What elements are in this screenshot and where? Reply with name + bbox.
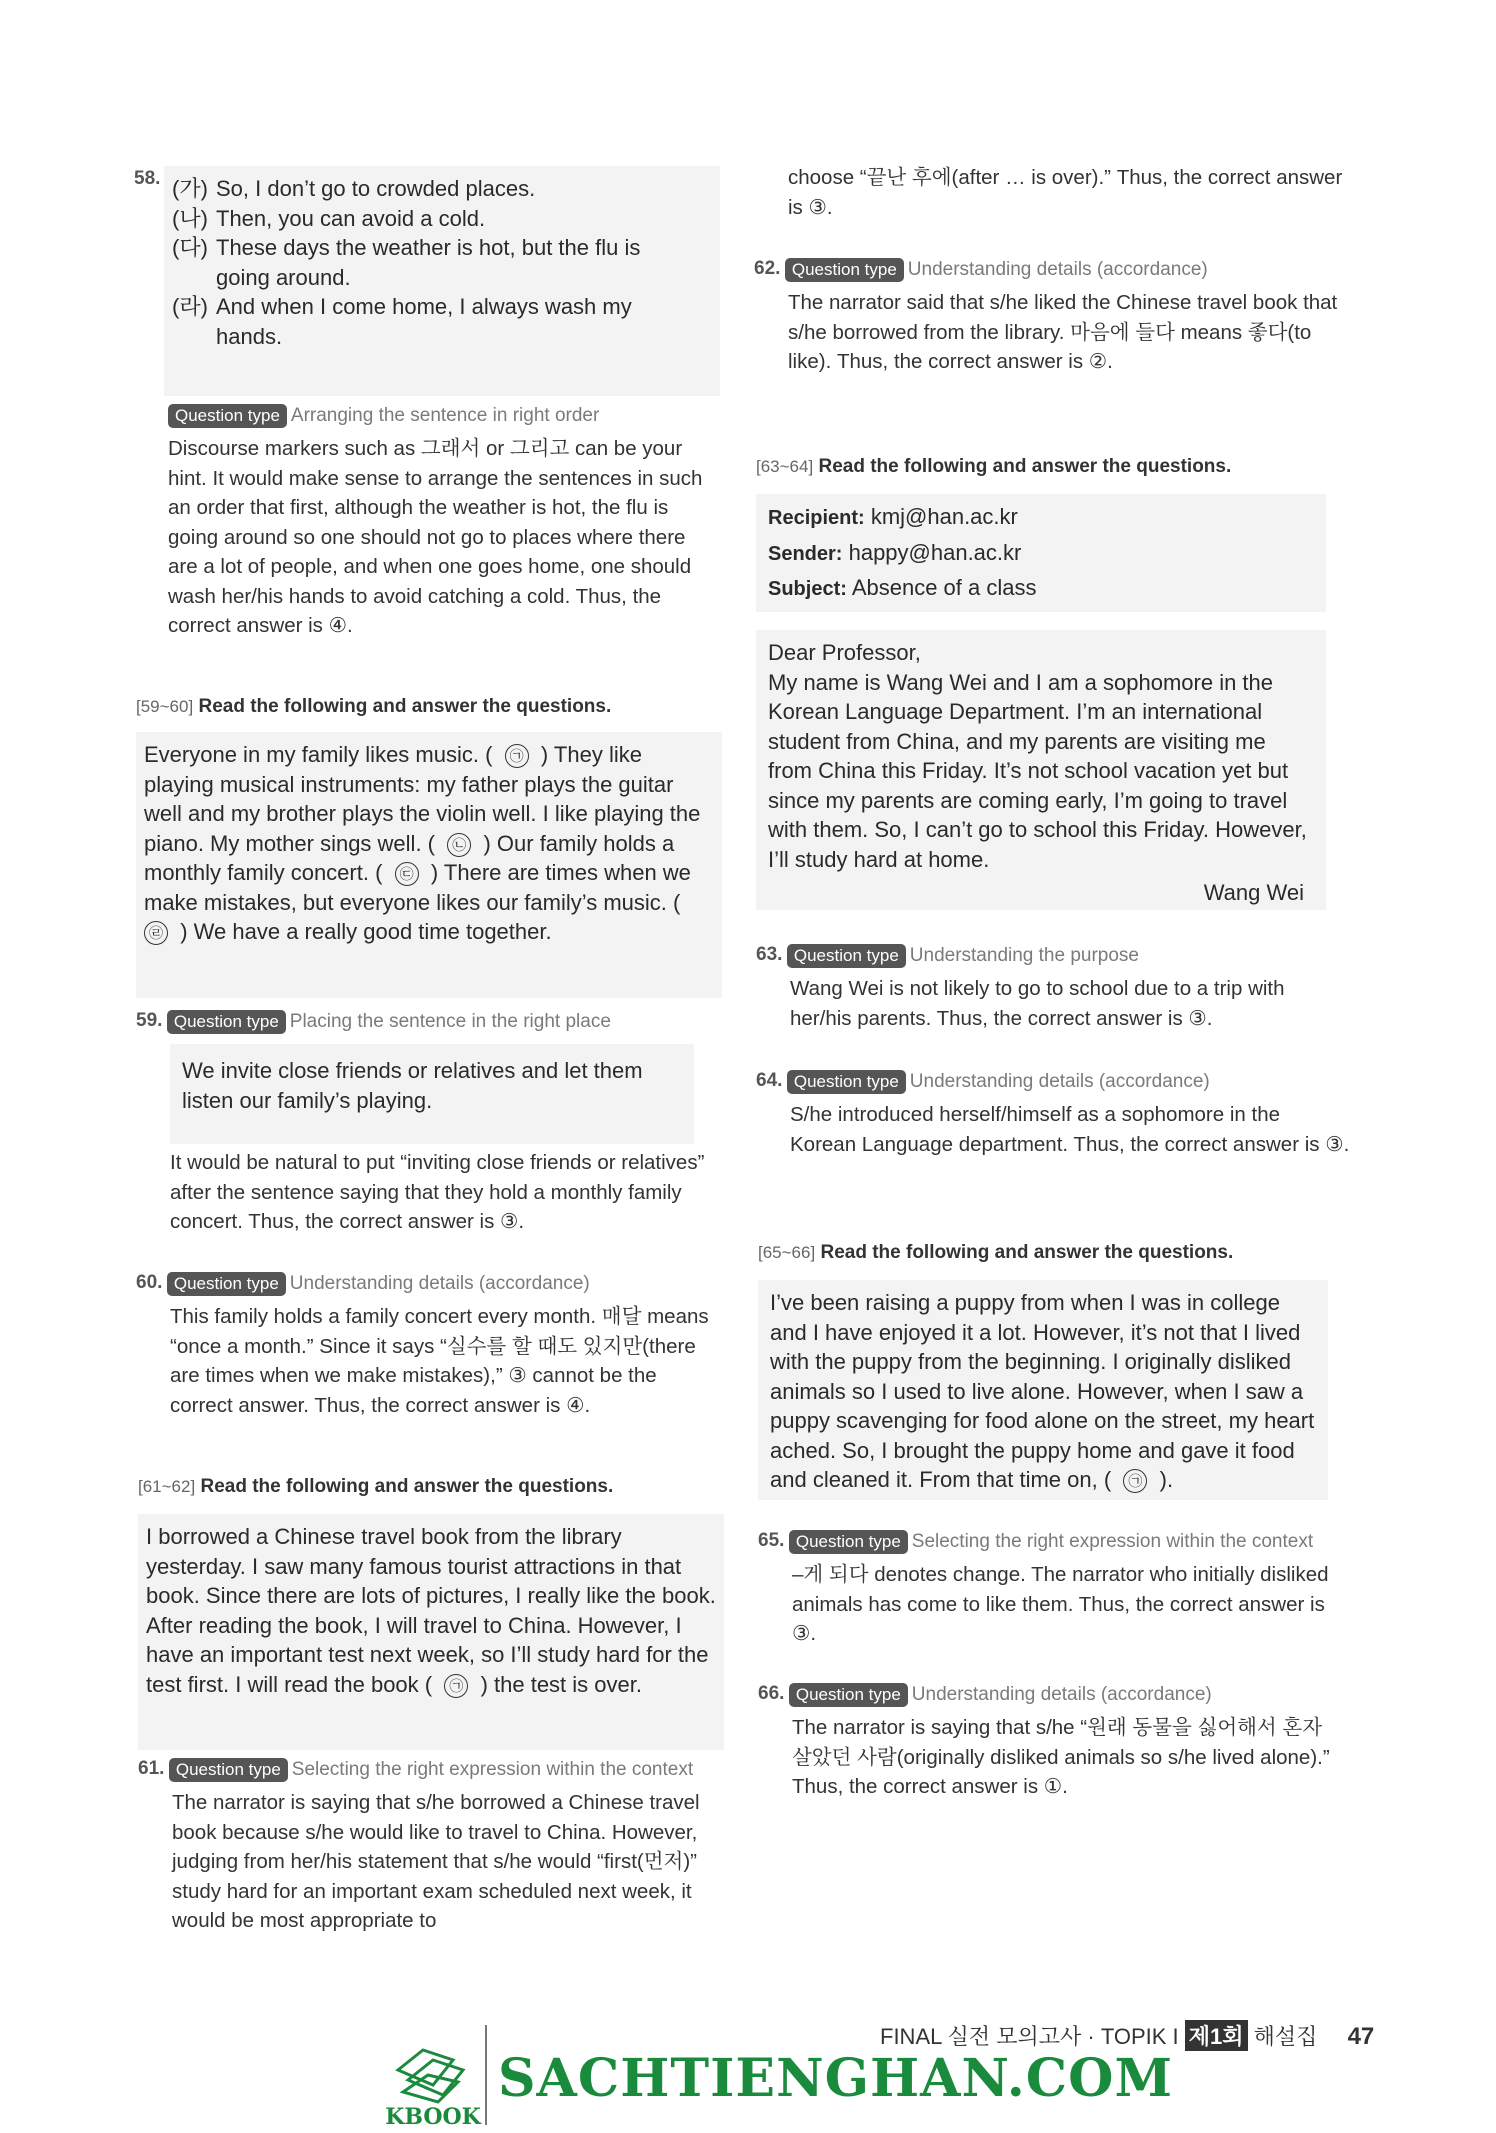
section-65-66-heading [758, 1242, 1233, 1264]
blank-marker: ㉠ [505, 744, 529, 768]
question-58-explanation: Discourse markers such as 그래서 or 그리고 can be your hint. It would make sense to arrange the sentences in such an order that first, although the weather is hot, the flu is going around so one should not go to places where there are a lot of people, and when one goes home, one should wash her/his hands to avoid catching a cold. Thus, the correct answer is ④. [168, 437, 703, 637]
question-66-explanation: The narrator is saying that s/he “원래 동물을 싫어해서 혼자 살았던 사람(originally disliked animals so s/he lived alone).” Thus, the correct answer is ①. [792, 1716, 1330, 1798]
question-type-label: Selecting the right expression within the context [911, 1531, 1314, 1552]
question-type-label: Understanding the purpose [909, 945, 1139, 966]
subject-value: Absence of a class [851, 575, 1037, 600]
question-type-label: Arranging the sentence in right order [290, 405, 600, 426]
question-type-label: Understanding details (accordance) [911, 1684, 1212, 1705]
section-range: [63~64] [756, 457, 814, 476]
blank-marker: ㉢ [395, 862, 419, 886]
kbook-logo-text: KBOOK [385, 2104, 481, 2128]
sender-label: Sender: [768, 542, 843, 565]
blank-marker: ㉡ [447, 833, 471, 857]
question-63-number: 63. [756, 944, 783, 966]
passage-text: ) the test is over. [480, 1671, 642, 1697]
footer-suffix: 해설집 [1253, 2024, 1318, 2049]
section-61-62-heading [138, 1476, 613, 1498]
section-instruction: Read the following and answer the questions. [198, 696, 612, 717]
sentence-mark: (다) [172, 235, 208, 260]
sentence-mark: (라) [172, 294, 208, 319]
sentence-mark: (나) [172, 205, 208, 231]
question-60-explanation: This family holds a family concert every month. 매달 means “once a month.” Since it says “실수를 할 때도 있지만(there are times when we make mistakes),” ③ cannot be the correct answer. Thus, the correct answer is ④. [170, 1305, 709, 1417]
question-65-explanation: –게 되다 denotes change. The narrator who initially disliked animals has come to like them. Thus, the correct answer is ③. [792, 1563, 1329, 1645]
question-61-type-row [138, 1758, 693, 1782]
email-greeting: Dear Professor, [768, 640, 921, 665]
question-64-number: 64. [756, 1070, 783, 1092]
section-instruction: Read the following and answer the questions. [200, 1476, 614, 1497]
section-59-60-passage [136, 732, 722, 998]
question-65-type-row [758, 1530, 1313, 1554]
passage-text: I borrowed a Chinese travel book from the library yesterday. I saw many famous tourist attractions in that book. Since there are lots of pictures, I really like the book. After reading the book, I will travel to China. However, I have an important test next week, so I’ll study hard for the test first. I will read the book ( [146, 1524, 716, 1697]
email-recipient-row [768, 502, 1314, 534]
passage-text: ) Our family holds a monthly family concert. ( [144, 830, 675, 885]
recipient-label: Recipient: [768, 507, 865, 529]
question-type-badge: Question type [167, 1272, 286, 1296]
watermark-site: SACHTIENGHAN.COM [498, 2048, 1174, 2109]
section-61-62-passage [138, 1514, 724, 1750]
section-59-60-heading [136, 696, 611, 718]
question-59-type-row [136, 1010, 611, 1034]
footer-title: FINAL 실전 모의고사 · TOPIK I [880, 2024, 1179, 2049]
question-type-label: Understanding details (accordance) [909, 1071, 1210, 1092]
passage-text: I’ve been raising a puppy from when I was in college and I have enjoyed it a lot. However, it’s not that I lived with the puppy from the beginning. I originally disliked animals so I used to live alone. However, when I saw a puppy scavenging for food alone on the street, my heart ached. So, I brought the puppy home and gave it food and cleaned it. From that time on, ( [770, 1290, 1315, 1492]
section-65-66-passage [758, 1280, 1328, 1500]
sentence-mark: (가) [172, 176, 208, 201]
page-footer [880, 2020, 1374, 2051]
email-signature: Wang Wei [1203, 880, 1304, 905]
question-type-badge: Question type [785, 258, 904, 282]
question-58-sentences [164, 166, 720, 396]
sentence-na [172, 204, 712, 234]
question-66-number: 66. [758, 1683, 785, 1705]
blank-marker: ㉣ [144, 921, 168, 945]
email-header-box [756, 494, 1326, 612]
sentence-text: These days the weather is hot, but the flu is going around. [216, 235, 641, 290]
blank-marker: ㉠ [1123, 1469, 1147, 1493]
question-type-badge: Question type [787, 1070, 906, 1094]
question-type-badge: Question type [789, 1530, 908, 1554]
email-body: My name is Wang Wei and I am a sophomore in the Korean Language Department. I’m an international student from China, and my parents are visiting me from China this Friday. It’s not school vacation yet but since my parents are coming early, I’m going to travel with them. So, I can’t go to school this Friday. However, I’ll study hard at home. [768, 669, 1307, 872]
question-60-number: 60. [136, 1272, 163, 1294]
sentence-da [172, 233, 712, 292]
email-sender-row [768, 538, 1314, 570]
watermark-divider [485, 2025, 487, 2125]
blank-marker: ㉠ [444, 1674, 468, 1698]
footer-episode-badge: 제1회 [1185, 2020, 1248, 2051]
passage-text: Everyone in my family likes music. ( [144, 742, 493, 767]
email-body-box [756, 630, 1326, 910]
question-62-type-row [754, 258, 1208, 282]
question-type-label: Understanding details (accordance) [907, 259, 1208, 280]
section-range: [59~60] [136, 697, 194, 716]
question-type-badge: Question type [787, 944, 906, 968]
sentence-text: Then, you can avoid a cold. [216, 205, 486, 231]
question-62-explanation: The narrator said that s/he liked the Chinese travel book that s/he borrowed from the library. 마음에 들다 means 좋다(to like). Thus, the correct answer is ②. [788, 291, 1338, 373]
subject-label: Subject: [768, 578, 847, 600]
question-66-type-row [758, 1683, 1212, 1707]
question-58-type-row [168, 404, 599, 428]
book-stack-icon [378, 2030, 488, 2128]
question-61-explanation: The narrator is saying that s/he borrowed a Chinese travel book because s/he would like to travel to China. However, judging from her/his statement that s/he would “first(먼저)” study hard for an important exam scheduled next week, it would be most appropriate to [172, 1791, 700, 1932]
question-63-type-row [756, 944, 1139, 968]
question-type-badge: Question type [169, 1758, 288, 1782]
question-61-explanation-continued: choose “끝난 후에(after … is over).” Thus, the correct answer is ③. [788, 166, 1343, 219]
sentence-text: So, I don’t go to crowded places. [216, 176, 536, 201]
question-64-explanation: S/he introduced herself/himself as a sophomore in the Korean Language department. Thus, the correct answer is ③. [790, 1103, 1350, 1156]
question-63-explanation: Wang Wei is not likely to go to school due to a trip with her/his parents. Thus, the correct answer is ③. [790, 977, 1285, 1030]
question-59-explanation: It would be natural to put “inviting close friends or relatives” after the sentence saying that they hold a monthly family concert. Thus, the correct answer is ③. [170, 1151, 705, 1233]
sentence-ra [172, 292, 712, 351]
question-type-badge: Question type [789, 1683, 908, 1707]
question-62-number: 62. [754, 258, 781, 280]
sentence-text: And when I come home, I always wash my hands. [216, 294, 632, 349]
page-number: 47 [1347, 2023, 1375, 2050]
section-instruction: Read the following and answer the questions. [820, 1242, 1234, 1263]
section-instruction: Read the following and answer the questions. [818, 456, 1232, 477]
question-61-number: 61. [138, 1758, 165, 1780]
section-range: [65~66] [758, 1243, 816, 1262]
sentence-ga [172, 174, 712, 204]
question-type-badge: Question type [168, 404, 287, 428]
passage-text: ) We have a really good time together. [180, 919, 552, 944]
section-63-64-heading [756, 456, 1231, 478]
question-60-type-row [136, 1272, 590, 1296]
question-type-label: Placing the sentence in the right place [289, 1011, 611, 1032]
question-type-label: Understanding details (accordance) [289, 1273, 590, 1294]
kbook-logo [378, 2030, 488, 2128]
question-65-number: 65. [758, 1530, 785, 1552]
passage-text: ). [1159, 1467, 1174, 1492]
section-range: [61~62] [138, 1477, 196, 1496]
sender-value: happy@han.ac.kr [848, 539, 1022, 565]
question-58-number: 58. [134, 168, 161, 189]
question-type-label: Selecting the right expression within the context [291, 1759, 694, 1780]
recipient-value: kmj@han.ac.kr [870, 504, 1018, 529]
question-64-type-row [756, 1070, 1210, 1094]
question-59-number: 59. [136, 1010, 163, 1032]
question-59-sentence-box: We invite close friends or relatives and let them listen our family’s playing. [170, 1044, 694, 1144]
passage-text: ) They like playing musical instruments: my father plays the guitar well and my brother plays the violin well. I like playing the piano. My mother sings well. ( [144, 742, 701, 856]
email-subject-row [768, 573, 1314, 605]
question-type-badge: Question type [167, 1010, 286, 1034]
passage-text: ) There are times when we make mistakes, but everyone likes our family’s music. ( [144, 860, 691, 915]
